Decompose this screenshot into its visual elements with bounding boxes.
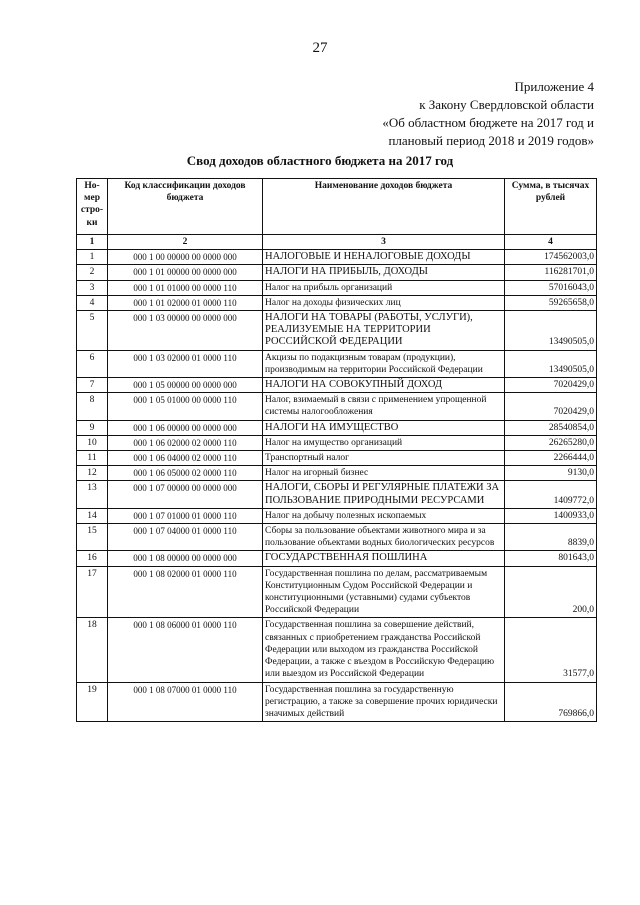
revenue-name-cell: НАЛОГИ НА ПРИБЫЛЬ, ДОХОДЫ [263,265,505,280]
classification-code-cell: 000 1 05 01000 00 0000 110 [108,393,263,420]
appendix-line-4: плановый период 2018 и 2019 годов» [388,133,594,148]
amount-cell: 9130,0 [505,466,597,481]
header-row-number: Но-мер стро-ки [77,179,108,235]
revenue-name-cell: НАЛОГИ НА ИМУЩЕСТВО [263,420,505,435]
revenue-name-cell: Акцизы по подакцизным товарам (продукции), производимым на территории Российской Федерации [263,350,505,377]
column-index-2: 2 [108,235,263,250]
classification-code-cell: 000 1 07 00000 00 0000 000 [108,481,263,508]
classification-code-cell: 000 1 07 01000 01 0000 110 [108,508,263,523]
classification-code-cell: 000 1 06 02000 02 0000 110 [108,435,263,450]
table-body [77,250,597,722]
classification-code-cell: 000 1 01 02000 01 0000 110 [108,295,263,310]
row-number-cell: 12 [77,466,108,481]
classification-code-cell: 000 1 06 00000 00 0000 000 [108,420,263,435]
table-row [77,481,597,508]
revenue-name-cell: НАЛОГИ, СБОРЫ И РЕГУЛЯРНЫЕ ПЛАТЕЖИ ЗА ПОЛЬЗОВАНИЕ ПРИРОДНЫМИ РЕСУРСАМИ [263,481,505,508]
appendix-line-3: «Об областном бюджете на 2017 год и [382,115,594,130]
table-row [77,420,597,435]
amount-cell: 13490505,0 [505,350,597,377]
amount-cell: 801643,0 [505,551,597,566]
row-number-cell: 10 [77,435,108,450]
classification-code-cell: 000 1 08 00000 00 0000 000 [108,551,263,566]
table-row [77,618,597,682]
page-number: 27 [312,40,328,56]
table-row [77,250,597,265]
revenue-name-cell: Налог на прибыль организаций [263,280,505,295]
classification-code-cell: 000 1 06 04000 02 0000 110 [108,451,263,466]
table-row [77,265,597,280]
row-number-cell: 2 [77,265,108,280]
amount-cell: 28540854,0 [505,420,597,435]
row-number-cell: 15 [77,524,108,551]
column-index-3: 3 [263,235,505,250]
revenue-name-cell: Государственная пошлина по делам, рассматриваемым Конституционным Судом Российской Федерации и конституционными (уставными) судами субъектов Российской Федерации [263,566,505,618]
table-row [77,508,597,523]
revenue-name-cell: ГОСУДАРСТВЕННАЯ ПОШЛИНА [263,551,505,566]
amount-cell: 57016043,0 [505,280,597,295]
revenue-table [76,178,597,722]
row-number-cell: 1 [77,250,108,265]
revenue-name-cell: Налог, взимаемый в связи с применением упрощенной системы налогообложения [263,393,505,420]
amount-cell: 8839,0 [505,524,597,551]
revenue-name-cell: НАЛОГОВЫЕ И НЕНАЛОГОВЫЕ ДОХОДЫ [263,250,505,265]
revenue-name-cell: Налог на игорный бизнес [263,466,505,481]
table-row [77,378,597,393]
amount-cell: 200,0 [505,566,597,618]
table-row [77,451,597,466]
document-title: Свод доходов областного бюджета на 2017 год [186,153,454,168]
amount-cell: 7020429,0 [505,393,597,420]
amount-cell: 174562003,0 [505,250,597,265]
table-row [77,524,597,551]
appendix-block [382,78,594,150]
amount-cell: 1409772,0 [505,481,597,508]
amount-cell: 26265280,0 [505,435,597,450]
row-number-cell: 6 [77,350,108,377]
amount-cell: 2266444,0 [505,451,597,466]
row-number-cell: 14 [77,508,108,523]
appendix-line-1: Приложение 4 [514,79,594,94]
table-header-row [77,179,597,235]
column-index-4: 4 [505,235,597,250]
table-row [77,280,597,295]
table-row [77,311,597,351]
table-row [77,466,597,481]
header-revenue-name: Наименование доходов бюджета [263,179,505,235]
classification-code-cell: 000 1 08 07000 01 0000 110 [108,682,263,722]
amount-cell: 13490505,0 [505,311,597,351]
row-number-cell: 13 [77,481,108,508]
revenue-name-cell: Налог на доходы физических лиц [263,295,505,310]
table-row [77,350,597,377]
row-number-cell: 9 [77,420,108,435]
amount-cell: 769866,0 [505,682,597,722]
column-index-1: 1 [77,235,108,250]
row-number-cell: 8 [77,393,108,420]
revenue-name-cell: Государственная пошлина за совершение действий, связанных с приобретением гражданства Российской Федерации или выходом из гражданства Российской Федерации, а также с въездом в Российскую Федерацию или выездом из Российской Федерации [263,618,505,682]
revenue-name-cell: Транспортный налог [263,451,505,466]
table-row [77,393,597,420]
classification-code-cell: 000 1 01 00000 00 0000 000 [108,265,263,280]
row-number-cell: 4 [77,295,108,310]
classification-code-cell: 000 1 06 05000 02 0000 110 [108,466,263,481]
amount-cell: 1400933,0 [505,508,597,523]
revenue-name-cell: Государственная пошлина за государственную регистрацию, а также за совершение прочих юридически значимых действий [263,682,505,722]
row-number-cell: 19 [77,682,108,722]
classification-code-cell: 000 1 03 00000 00 0000 000 [108,311,263,351]
row-number-cell: 3 [77,280,108,295]
classification-code-cell: 000 1 08 02000 01 0000 110 [108,566,263,618]
table-row [77,435,597,450]
column-index-row [77,235,597,250]
row-number-cell: 18 [77,618,108,682]
classification-code-cell: 000 1 05 00000 00 0000 000 [108,378,263,393]
amount-cell: 31577,0 [505,618,597,682]
classification-code-cell: 000 1 01 01000 00 0000 110 [108,280,263,295]
appendix-line-2: к Закону Свердловской области [419,97,594,112]
classification-code-cell: 000 1 00 00000 00 0000 000 [108,250,263,265]
revenue-name-cell: Налог на добычу полезных ископаемых [263,508,505,523]
amount-cell: 59265658,0 [505,295,597,310]
amount-cell: 116281701,0 [505,265,597,280]
table-row [77,566,597,618]
row-number-cell: 5 [77,311,108,351]
revenue-name-cell: Сборы за пользование объектами животного мира и за пользование объектами водных биологических ресурсов [263,524,505,551]
revenue-name-cell: НАЛОГИ НА ТОВАРЫ (РАБОТЫ, УСЛУГИ), РЕАЛИЗУЕМЫЕ НА ТЕРРИТОРИИ РОССИЙСКОЙ ФЕДЕРАЦИИ [263,311,505,351]
table-row [77,295,597,310]
classification-code-cell: 000 1 07 04000 01 0000 110 [108,524,263,551]
header-amount: Сумма, в тысячах рублей [505,179,597,235]
classification-code-cell: 000 1 08 06000 01 0000 110 [108,618,263,682]
amount-cell: 7020429,0 [505,378,597,393]
row-number-cell: 11 [77,451,108,466]
table-row [77,551,597,566]
classification-code-cell: 000 1 03 02000 01 0000 110 [108,350,263,377]
table-row [77,682,597,722]
revenue-name-cell: Налог на имущество организаций [263,435,505,450]
header-classification-code: Код классификации доходов бюджета [108,179,263,235]
row-number-cell: 16 [77,551,108,566]
row-number-cell: 17 [77,566,108,618]
revenue-name-cell: НАЛОГИ НА СОВОКУПНЫЙ ДОХОД [263,378,505,393]
row-number-cell: 7 [77,378,108,393]
